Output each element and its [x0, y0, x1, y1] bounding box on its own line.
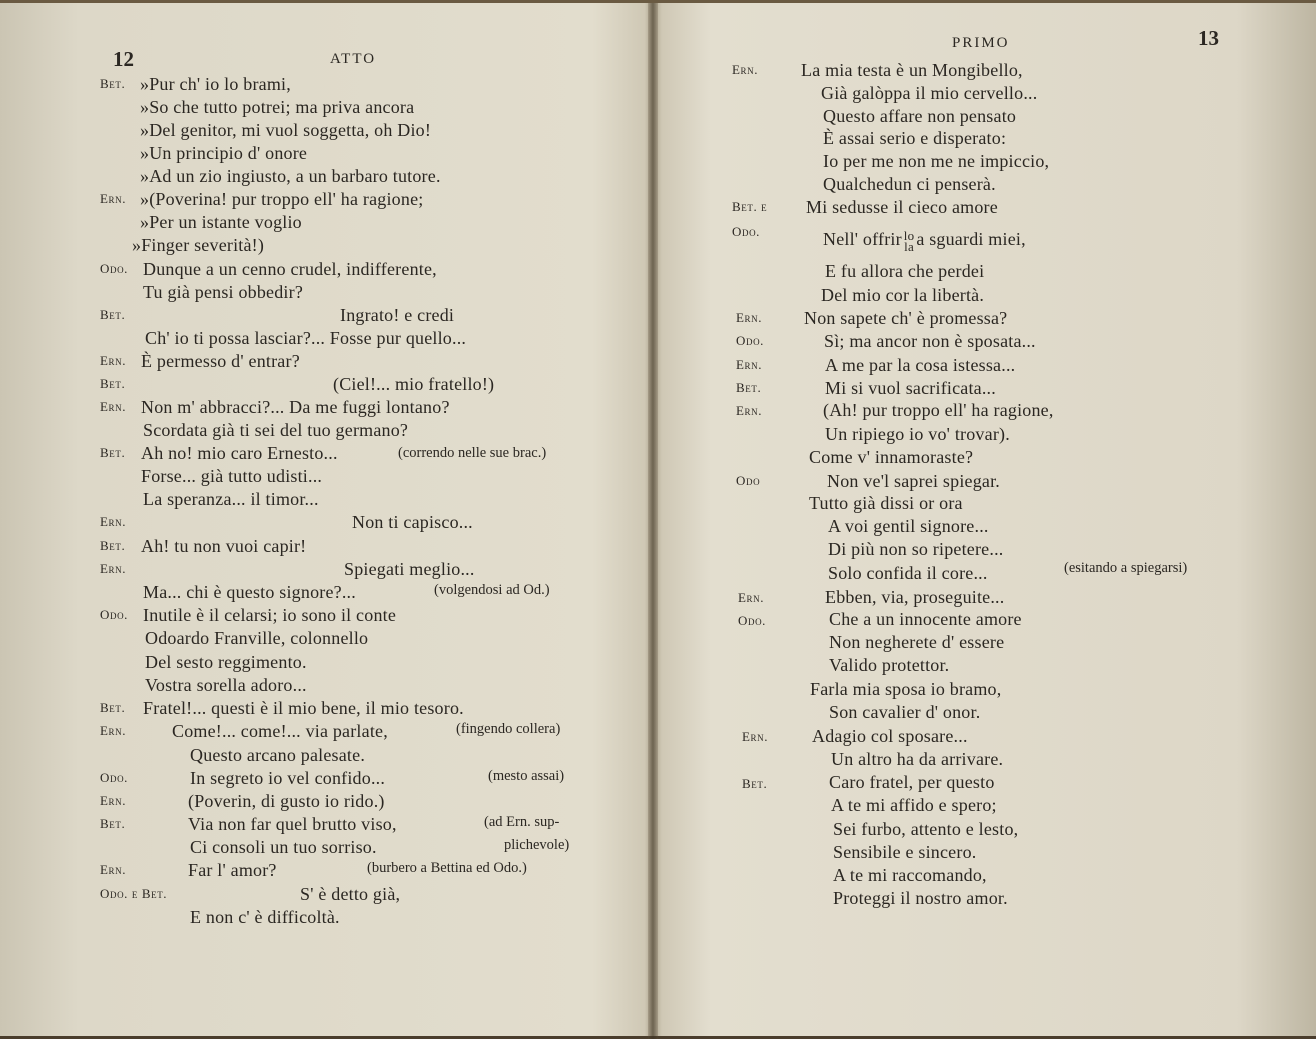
speaker-label: Bet. — [742, 776, 768, 791]
speaker-label: Ern. — [100, 561, 127, 576]
verse-line: Solo confida il core... — [828, 563, 988, 583]
stage-direction: (ad Ern. sup- — [484, 814, 560, 830]
stage-direction: (volgendosi ad Od.) — [434, 582, 550, 598]
right-page — [655, 3, 1316, 1039]
verse-line: Non ve'l saprei spiegar. — [827, 471, 1000, 491]
speaker-label: Bet. — [100, 816, 126, 831]
verse-line: Scordata già ti sei del tuo germano? — [143, 420, 409, 440]
verse-line: Fratel!... questi è il mio bene, il mio tesoro. — [143, 698, 464, 718]
speaker-label: Ern. — [738, 590, 765, 605]
verse-line: (Ciel!... mio fratello!) — [333, 374, 495, 394]
stage-direction: (correndo nelle sue brac.) — [398, 445, 547, 461]
left-page — [0, 3, 652, 1039]
stage-direction: plichevole) — [504, 837, 570, 853]
verse-line: A me par la cosa istessa... — [825, 355, 1016, 375]
verse-line: Ma... chi è questo signore?... — [143, 582, 356, 602]
verse-line: Dunque a un cenno crudel, indifferente, — [143, 259, 437, 279]
verse-line: A voi gentil signore... — [828, 516, 989, 536]
speaker-label: Odo. — [738, 613, 767, 628]
verse-line: »So che tutto potrei; ma priva ancora — [140, 97, 415, 117]
page-number: 13 — [1198, 26, 1219, 50]
verse-line: Non negherete d' essere — [829, 632, 1005, 652]
verse-line: Vostra sorella adoro... — [145, 675, 307, 695]
verse-line: La speranza... il timor... — [143, 489, 319, 509]
verse-line: S' è detto già, — [300, 884, 401, 904]
verse-line: »(Poverina! pur troppo ell' ha ragione; — [140, 189, 424, 209]
verse-line: Tutto già dissi or ora — [809, 493, 963, 513]
verse-line: Qualchedun ci penserà. — [823, 174, 996, 194]
verse-line: Un ripiego io vo' trovar). — [825, 424, 1010, 444]
verse-line: Ah! tu non vuoi capir! — [141, 536, 307, 556]
verse-line: »Un principio d' onore — [140, 143, 308, 163]
speaker-label: Odo. — [736, 333, 765, 348]
verse-line: Mi sedusse il cieco amore — [806, 197, 998, 217]
verse-line: Ebben, via, proseguite... — [825, 587, 1005, 607]
verse-line: Far l' amor? — [188, 860, 277, 880]
verse-line: Un altro ha da arrivare. — [831, 749, 1004, 769]
verse-line: Inutile è il celarsi; io sono il conte — [143, 605, 397, 625]
verse-line: »Finger severità!) — [132, 235, 265, 255]
verse-line — [823, 228, 1026, 252]
stage-direction: (burbero a Bettina ed Odo.) — [367, 860, 527, 876]
stage-direction: (mesto assai) — [488, 768, 565, 784]
verse-line: Forse... già tutto udisti... — [141, 466, 323, 486]
speaker-label: Bet. — [100, 307, 126, 322]
verse-text: a sguardi miei, — [916, 229, 1026, 249]
verse-line: Ci consoli un tuo sorriso. — [190, 837, 377, 857]
verse-line: Sei furbo, attento e lesto, — [833, 819, 1019, 839]
speaker-label: Ern. — [100, 793, 127, 808]
verse-line: Caro fratel, per questo — [829, 772, 995, 792]
verse-line: Mi si vuol sacrificata... — [825, 378, 996, 398]
verse-line: È assai serio e disperato: — [823, 128, 1007, 148]
verse-line: Non sapete ch' è promessa? — [804, 308, 1008, 328]
speaker-label: Odo. — [100, 607, 129, 622]
verse-line: Ingrato! e credi — [340, 305, 455, 325]
verse-line: Spiegati meglio... — [344, 559, 475, 579]
speaker-label: Odo — [736, 473, 761, 488]
verse-line: Farla mia sposa io bramo, — [810, 679, 1002, 699]
speaker-label: Odo. e Bet. — [100, 886, 168, 901]
verse-line: »Per un istante voglio — [140, 212, 302, 232]
verse-line: A te mi raccomando, — [833, 865, 987, 885]
verse-line: Sensibile e sincero. — [833, 842, 977, 862]
verse-line: Tu già pensi obbedir? — [143, 282, 304, 302]
verse-line: Via non far quel brutto viso, — [188, 814, 397, 834]
speaker-label: Ern. — [736, 403, 763, 418]
speaker-label: Odo. — [100, 261, 129, 276]
speaker-label: Ern. — [100, 399, 127, 414]
verse-line: Proteggi il nostro amor. — [833, 888, 1008, 908]
verse-line: (Poverin, di gusto io rido.) — [188, 791, 385, 811]
speaker-label: Odo. — [732, 224, 761, 239]
verse-line: Già galòppa il mio cervello... — [821, 83, 1038, 103]
verse-line: Valido protettor. — [829, 655, 950, 675]
verse-line: Adagio col sposare... — [812, 726, 968, 746]
verse-line: »Pur ch' io lo brami, — [140, 74, 291, 94]
verse-line: Ch' io ti possa lasciar?... Fosse pur quello... — [145, 328, 467, 348]
verse-line: Del sesto reggimento. — [145, 652, 307, 672]
pronoun-upper: lo — [903, 227, 915, 243]
verse-line: »Ad un zio ingiusto, a un barbaro tutore. — [140, 166, 441, 186]
verse-line: E fu allora che perdei — [825, 261, 985, 281]
speaker-label: Bet. — [100, 445, 126, 460]
stage-direction: (esitando a spiegarsi) — [1064, 560, 1188, 576]
speaker-label: Ern. — [736, 357, 763, 372]
speaker-label: Ern. — [732, 62, 759, 77]
running-head: PRIMO — [952, 35, 1010, 51]
verse-line: Che a un innocente amore — [829, 609, 1022, 629]
speaker-label: Ern. — [100, 514, 127, 529]
verse-text: Nell' offrir — [823, 229, 902, 249]
speaker-label: Bet. e — [732, 199, 768, 214]
verse-line: Questo affare non pensato — [823, 106, 1017, 126]
verse-line: La mia testa è un Mongibello, — [801, 60, 1023, 80]
running-head: ATTO — [330, 51, 377, 67]
speaker-label: Bet. — [100, 538, 126, 553]
pronoun-alternatives — [903, 227, 915, 254]
speaker-label: Ern. — [100, 353, 127, 368]
verse-line: Come!... come!... via parlate, — [172, 721, 388, 741]
verse-line: Questo arcano palesate. — [190, 745, 366, 765]
speaker-label: Bet. — [100, 700, 126, 715]
verse-line: Ah no! mio caro Ernesto... — [141, 443, 338, 463]
speaker-label: Ern. — [100, 191, 127, 206]
stage-direction: (fingendo collera) — [456, 721, 561, 737]
speaker-label: Bet. — [736, 380, 762, 395]
verse-line: Sì; ma ancor non è sposata... — [824, 331, 1036, 351]
verse-line: Odoardo Franville, colonnello — [145, 628, 369, 648]
speaker-label: Ern. — [100, 862, 127, 877]
verse-line: Come v' innamoraste? — [809, 447, 974, 467]
verse-line: »Del genitor, mi vuol soggetta, oh Dio! — [140, 120, 432, 140]
verse-line: Non ti capisco... — [352, 512, 473, 532]
speaker-label: Odo. — [100, 770, 129, 785]
verse-line: Del mio cor la libertà. — [821, 285, 985, 305]
verse-line: In segreto io vel confido... — [190, 768, 386, 788]
verse-line: A te mi affido e spero; — [831, 795, 997, 815]
verse-line: È permesso d' entrar? — [141, 351, 300, 371]
verse-line: Son cavalier d' onor. — [829, 702, 981, 722]
speaker-label: Ern. — [742, 729, 769, 744]
speaker-label: Ern. — [100, 723, 127, 738]
speaker-label: Ern. — [736, 310, 763, 325]
verse-line: E non c' è difficoltà. — [190, 907, 340, 927]
verse-line: (Ah! pur troppo ell' ha ragione, — [823, 400, 1054, 420]
verse-line: Io per me non me ne impiccio, — [823, 151, 1050, 171]
verse-line: Non m' abbracci?... Da me fuggi lontano? — [141, 397, 450, 417]
speaker-label: Bet. — [100, 376, 126, 391]
speaker-label: Bet. — [100, 76, 126, 91]
verse-line: Di più non so ripetere... — [828, 539, 1004, 559]
page-number: 12 — [113, 47, 134, 71]
pronoun-lower: la — [904, 238, 914, 254]
